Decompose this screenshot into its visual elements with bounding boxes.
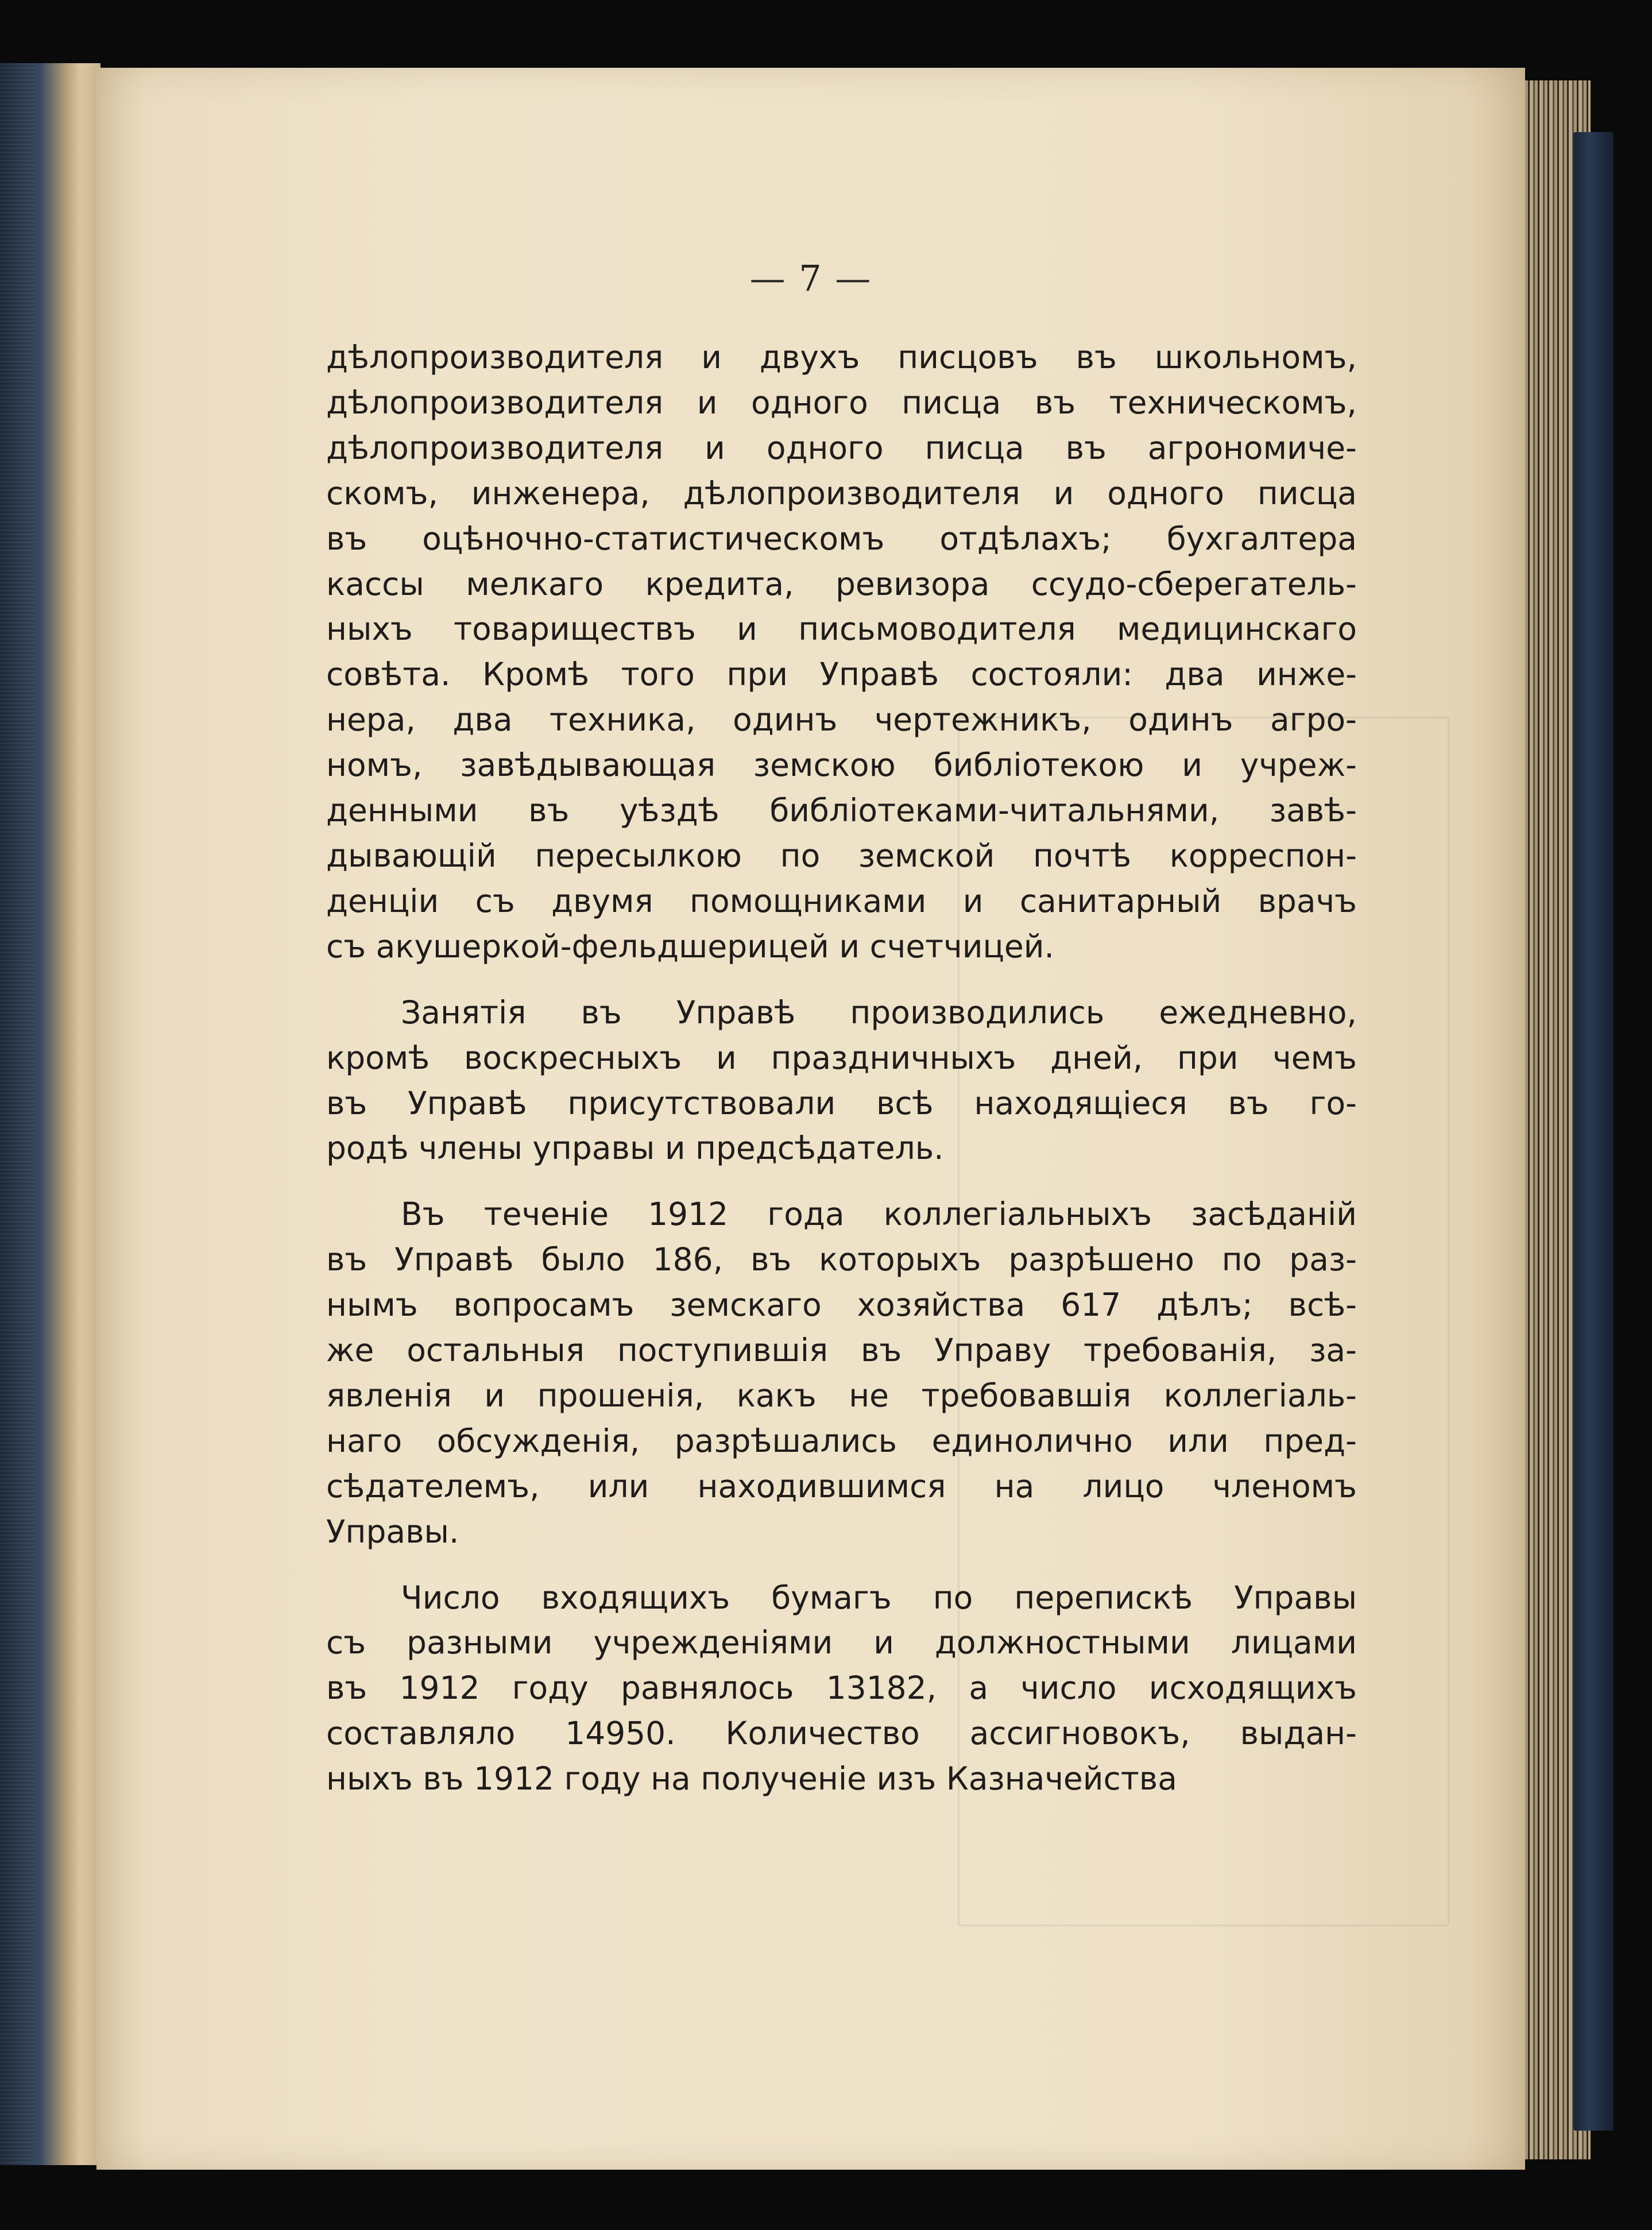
book-page bbox=[96, 68, 1525, 2170]
text-line: ныхъ товариществъ и письмоводителя медицинскаго bbox=[326, 610, 1357, 648]
text-line: кассы мелкаго кредита, ревизора ссудо-сберегатель- bbox=[326, 565, 1357, 602]
previous-page-edge bbox=[0, 63, 100, 2165]
paragraph bbox=[326, 1192, 1357, 1554]
text-line: дѣлопроизводителя и одного писца въ агрономиче- bbox=[326, 429, 1357, 466]
text-line: сѣдателемъ, или находившимся на лицо членомъ bbox=[326, 1467, 1357, 1505]
text-line: Управы. bbox=[326, 1513, 459, 1550]
paragraph bbox=[326, 990, 1357, 1172]
text-line: же остальныя поступившія въ Управу требованія, за- bbox=[326, 1332, 1357, 1369]
text-line: Въ теченіе 1912 года коллегіальныхъ засѣданій bbox=[401, 1196, 1357, 1233]
text-line: дывающій пересылкою по земской почтѣ корреспон- bbox=[326, 837, 1357, 874]
text-line: съ разными учрежденіями и должностными лицами bbox=[326, 1624, 1357, 1661]
paragraph-gap bbox=[326, 1555, 1357, 1575]
text-line: нымъ вопросамъ земскаго хозяйства 617 дѣлъ; всѣ- bbox=[326, 1286, 1357, 1324]
book-cover-edge bbox=[1573, 132, 1614, 2131]
page-number: — 7 — bbox=[749, 257, 872, 299]
text-line: ныхъ въ 1912 году на полученіе изъ Казначейства bbox=[326, 1760, 1177, 1798]
text-line: составляло 14950. Количество ассигновокъ, выдан- bbox=[326, 1715, 1357, 1752]
text-line: скомъ, инженера, дѣлопроизводителя и одного писца bbox=[326, 474, 1357, 512]
text-line: дѣлопроизводителя и двухъ писцовъ въ школьномъ, bbox=[326, 339, 1357, 376]
text-line: родѣ члены управы и предсѣдатель. bbox=[326, 1130, 944, 1167]
paragraph bbox=[326, 335, 1357, 969]
text-line: нера, два техника, одинъ чертежникъ, одинъ агро- bbox=[326, 701, 1357, 739]
text-line: кромѣ воскресныхъ и праздничныхъ дней, при чемъ bbox=[326, 1039, 1357, 1076]
text-line: въ 1912 году равнялось 13182, а число исходящихъ bbox=[326, 1669, 1357, 1707]
text-line: въ оцѣночно-статистическомъ отдѣлахъ; бухгалтера bbox=[326, 520, 1357, 557]
text-line: съ акушеркой-фельдшерицей и счетчицей. bbox=[326, 927, 1054, 965]
text-line: денными въ уѣздѣ библіотеками-читальнями, завѣ- bbox=[326, 792, 1357, 829]
text-line: номъ, завѣдывающая земскою библіотекою и учреж- bbox=[326, 747, 1357, 784]
paragraph-gap bbox=[326, 1171, 1357, 1192]
text-line: совѣта. Кромѣ того при Управѣ состояли: два инже- bbox=[326, 656, 1357, 693]
text-line: Занятія въ Управѣ производились ежедневно, bbox=[401, 994, 1357, 1031]
text-line: явленія и прошенія, какъ не требовавшія коллегіаль- bbox=[326, 1377, 1357, 1414]
text-line: дѣлопроизводителя и одного писца въ техническомъ, bbox=[326, 384, 1357, 421]
text-line: Число входящихъ бумагъ по перепискѣ Управы bbox=[401, 1579, 1357, 1616]
text-line: въ Управѣ было 186, въ которыхъ разрѣшено по раз- bbox=[326, 1241, 1357, 1278]
text-line: наго обсужденія, разрѣшались единолично или пред- bbox=[326, 1422, 1357, 1459]
paragraph-gap bbox=[326, 969, 1357, 990]
text-line: денціи съ двумя помощниками и санитарный врачъ bbox=[326, 882, 1357, 919]
text-line: въ Управѣ присутствовали всѣ находящіеся въ го- bbox=[326, 1084, 1357, 1122]
paragraph bbox=[326, 1575, 1357, 1802]
body-text bbox=[326, 335, 1357, 1802]
